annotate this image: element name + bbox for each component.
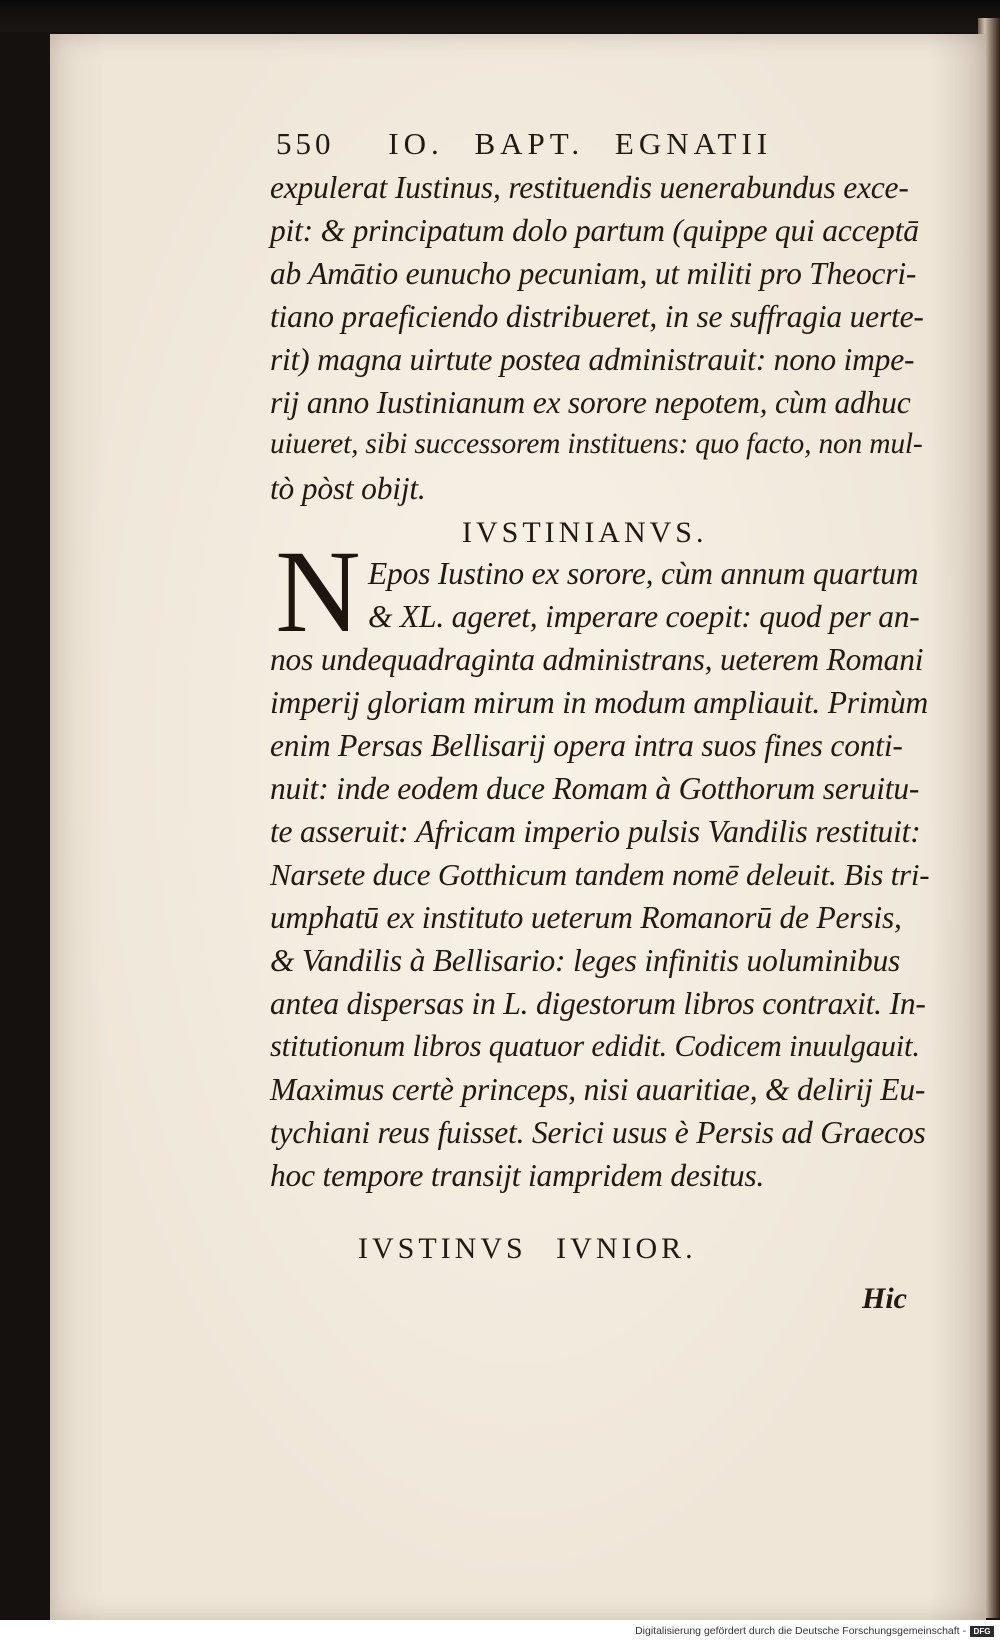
text-line: ab Amātio eunucho pecuniam, ut militi pro Theocri- [270, 256, 917, 291]
text-line: nuit: inde eodem duce Romam à Gotthorum seruitu- [270, 771, 920, 806]
text-line: enim Persas Bellisarij opera intra suos fines conti- [270, 728, 903, 763]
text-line: te asseruit: Africam imperio pulsis Vandilis restituit: [270, 814, 921, 849]
text-line: tiano praeficiendo distribueret, in se suffragia uerte- [270, 299, 924, 334]
text-line: antea dispersas in L. digestorum libros contraxit. In- [270, 986, 926, 1021]
text-line: imperij gloriam mirum in modum ampliauit. Primùm [270, 685, 929, 720]
text-line: & Vandilis à Bellisario: leges infinitis uoluminibus [270, 943, 901, 978]
dfg-logo: DFG [970, 1626, 994, 1637]
text-line: stitutionum libros quatuor edidit. Codicem inuulgauit. [270, 1029, 920, 1063]
catchword: Hic [862, 1282, 907, 1315]
text-line: rit) magna uirtute postea administrauit: nono impe- [270, 342, 915, 377]
page-number: 550 [276, 126, 335, 161]
text-line: expulerat Iustinus, restituendis uenerabundus exce- [270, 170, 909, 205]
text-line: nos undequadraginta administrans, ueterem Romani [270, 642, 924, 677]
text-line: rij anno Iustinianum ex sorore nepotem, cùm adhuc [270, 385, 911, 420]
text-line: Maximus certè princeps, nisi auaritiae, & delirij Eu- [270, 1072, 926, 1107]
text-line: Epos Iustino ex sorore, cùm annum quartum [368, 556, 919, 591]
digitization-credit: Digitalisierung gefördert durch die Deutsche Forschungsgemeinschaft - [635, 1625, 966, 1637]
text-line: umphatū ex instituto ueterum Romanorū de Persis, [270, 900, 902, 935]
text-line: pit: & principatum dolo partum (quippe qui acceptā [270, 213, 919, 248]
running-title: IO. BAPT. EGNATII [388, 126, 773, 161]
text-line: hoc tempore transijt iampridem desitus. [270, 1158, 765, 1193]
drop-cap-initial: N [275, 526, 361, 657]
text-line: tò pòst obijt. [270, 471, 426, 506]
section-heading: IVSTINIANVS. [462, 516, 708, 549]
text-line: Narsete duce Gotthicum tandem nomē deleuit. Bis tri- [270, 857, 930, 892]
section-heading: IVSTINVS IVNIOR. [358, 1232, 697, 1265]
text-line: tychiani reus fuisset. Serici usus è Persis ad Graecos [270, 1115, 926, 1150]
text-line: uiueret, sibi successorem instituens: quo facto, non mul- [270, 428, 923, 460]
text-line: & XL. ageret, imperare coepit: quod per an- [368, 599, 920, 634]
scan-top-border [0, 0, 1000, 32]
running-head [276, 126, 936, 162]
